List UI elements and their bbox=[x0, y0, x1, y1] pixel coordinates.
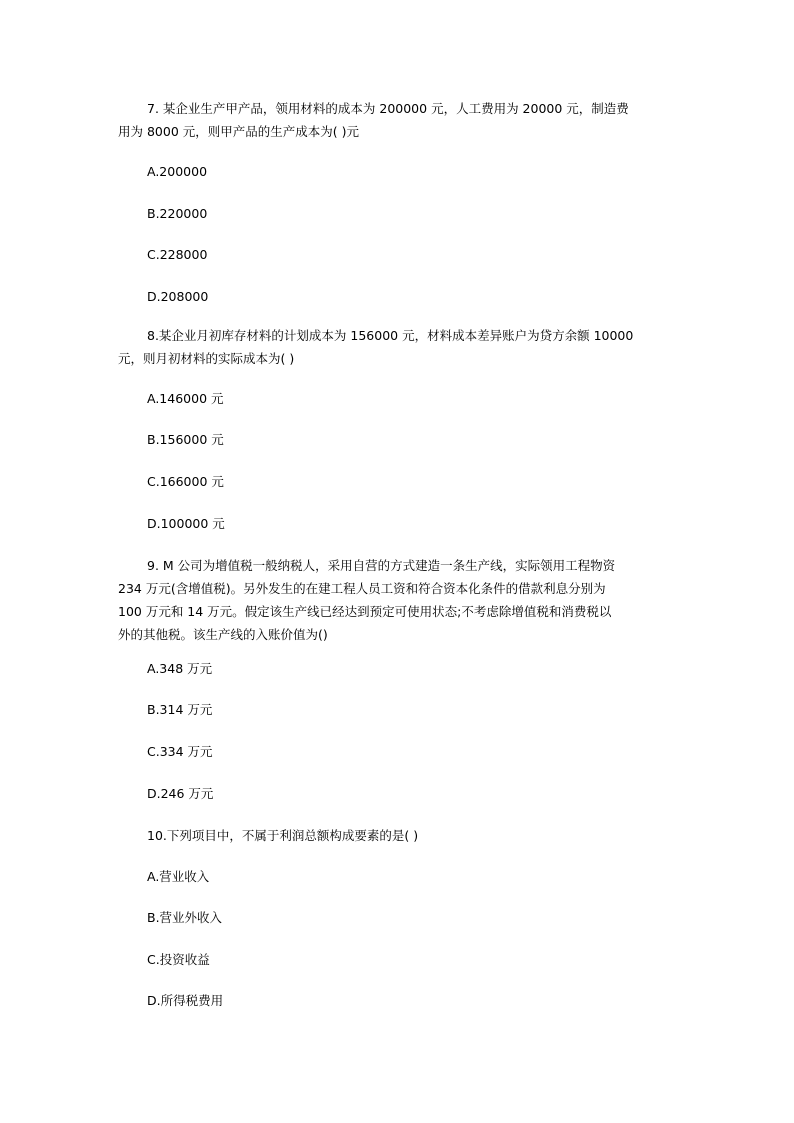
question-9-option-d: D.246 万元 bbox=[147, 786, 214, 801]
question-9-line-3: 100 万元和 14 万元。假定该生产线已经达到预定可使用状态;不考虑除增值税和消费税以 bbox=[118, 604, 612, 619]
question-8-option-a: A.146000 元 bbox=[147, 391, 224, 406]
question-9-line-4: 外的其他税。该生产线的入账价值为() bbox=[118, 627, 328, 642]
question-9-line-1: 9. M 公司为增值税一般纳税人，采用自营的方式建造一条生产线，实际领用工程物资 bbox=[147, 558, 616, 573]
question-10-option-c: C.投资收益 bbox=[147, 952, 210, 967]
question-7-option-a: A.200000 bbox=[147, 164, 208, 179]
question-9-option-b: B.314 万元 bbox=[147, 702, 213, 717]
question-8-option-c: C.166000 元 bbox=[147, 474, 224, 489]
question-8-option-b: B.156000 元 bbox=[147, 432, 224, 447]
question-7-option-d: D.208000 bbox=[147, 289, 209, 304]
question-8 bbox=[118, 324, 678, 370]
question-9-option-c: C.334 万元 bbox=[147, 744, 213, 759]
question-10-option-a: A.营业收入 bbox=[147, 869, 210, 884]
question-7-option-b: B.220000 bbox=[147, 206, 208, 221]
question-8-line-2: 元，则月初材料的实际成本为( ) bbox=[118, 351, 295, 366]
question-9 bbox=[118, 554, 678, 646]
question-10-option-d: D.所得税费用 bbox=[147, 993, 224, 1008]
question-10-line-1: 10.下列项目中，不属于利润总额构成要素的是( ) bbox=[147, 828, 419, 843]
question-10-option-b: B.营业外收入 bbox=[147, 910, 223, 925]
question-7 bbox=[118, 97, 678, 143]
question-8-line-1: 8.某企业月初库存材料的计划成本为 156000 元，材料成本差异账户为贷方余额 10000 bbox=[147, 328, 634, 343]
question-9-option-a: A.348 万元 bbox=[147, 661, 213, 676]
question-7-option-c: C.228000 bbox=[147, 247, 208, 262]
question-9-line-2: 234 万元(含增值税)。另外发生的在建工程人员工资和符合资本化条件的借款利息分别为 bbox=[118, 581, 606, 596]
question-8-option-d: D.100000 元 bbox=[147, 516, 225, 531]
question-7-line-1: 7. 某企业生产甲产品，领用材料的成本为 200000 元，人工费用为 20000 元，制造费 bbox=[147, 101, 629, 116]
question-10 bbox=[118, 824, 678, 847]
question-7-line-2: 用为 8000 元，则甲产品的生产成本为( )元 bbox=[118, 124, 359, 139]
